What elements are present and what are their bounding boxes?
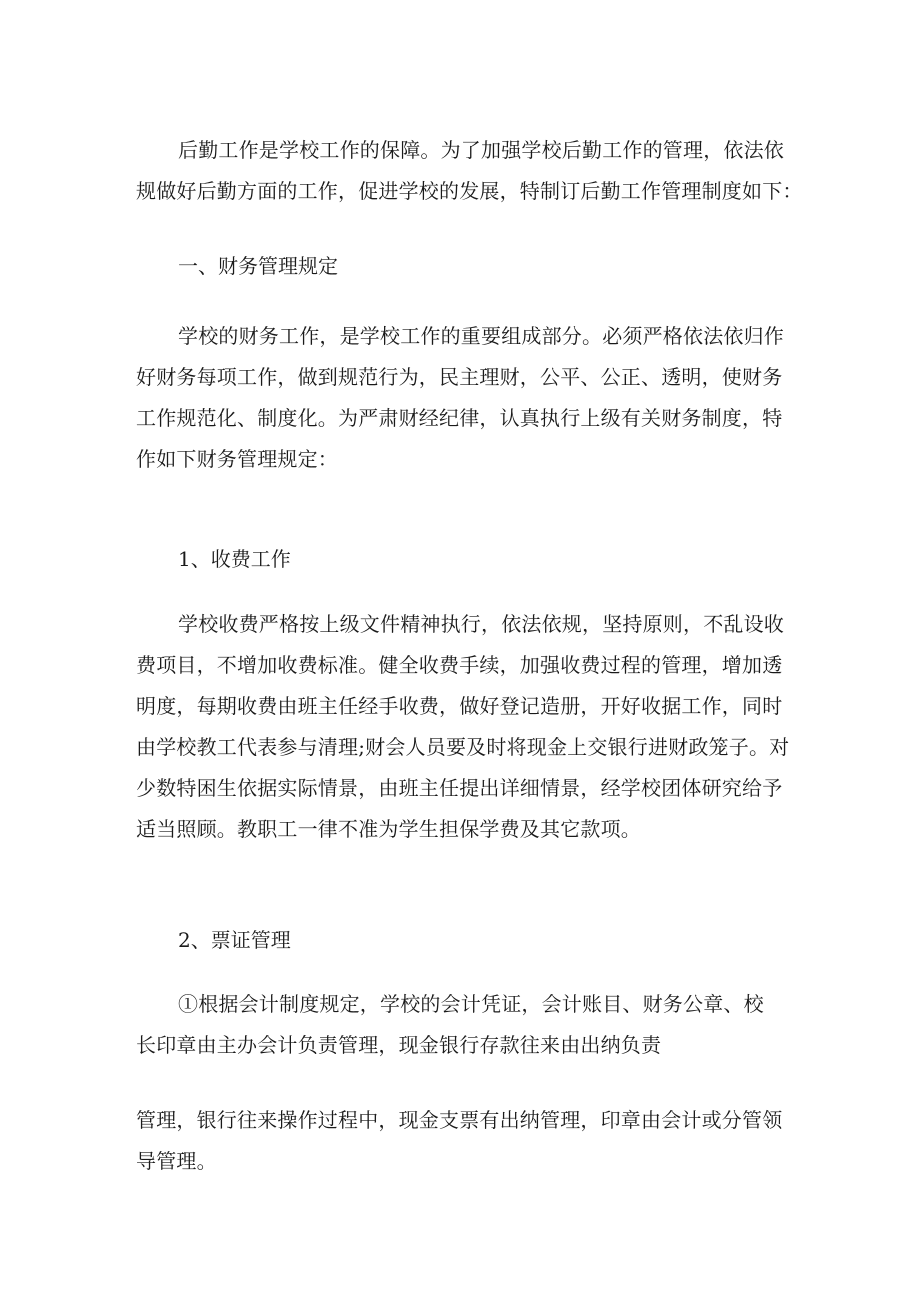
- text-line: 学校收费严格按上级文件精神执行，依法依规，坚持原则，不乱设收: [178, 612, 784, 636]
- text-line: 适当照顾。教职工一律不准为学生担保学费及其它款项。: [136, 817, 641, 841]
- vouchers-paragraph-a: [136, 984, 796, 1066]
- fees-paragraph: [136, 604, 796, 850]
- text-line: 学校的财务工作，是学校工作的重要组成部分。必须严格依法依归作: [178, 324, 784, 348]
- text-line: ①根据会计制度规定，学校的会计凭证，会计账目、财务公章、校: [178, 992, 764, 1016]
- text-line: 管理，银行往来操作过程中，现金支票有出纳管理，印章由会计或分管领: [136, 1108, 783, 1132]
- text-line: 明度，每期收费由班主任经手收费，做好登记造册，开好收据工作，同时: [136, 694, 783, 718]
- text-line: 导管理。: [136, 1149, 217, 1173]
- text-line: 少数特困生依据实际情景，由班主任提出详细情景，经学校团体研究给予: [136, 776, 783, 800]
- subsection-heading-vouchers: 2、票证管理: [178, 928, 291, 952]
- text-line: 工作规范化、制度化。为严肃财经纪律，认真执行上级有关财务制度，特: [136, 406, 783, 430]
- section-heading-finance: 一、财务管理规定: [178, 254, 338, 278]
- vouchers-paragraph-b: [136, 1100, 796, 1182]
- text-line: 作如下财务管理规定：: [136, 447, 338, 471]
- intro-paragraph: [136, 130, 803, 212]
- text-line: 由学校教工代表参与清理;财会人员要及时将现金上交银行进财政笼子。对: [136, 735, 790, 759]
- text-line: 费项目，不增加收费标准。健全收费手续，加强收费过程的管理，增加透: [136, 653, 783, 677]
- subsection-heading-fees: 1、收费工作: [178, 547, 291, 571]
- finance-paragraph: [136, 316, 796, 480]
- text-line: 后勤工作是学校工作的保障。为了加强学校后勤工作的管理，依法依: [178, 138, 784, 162]
- text-line: 长印章由主办会计负责管理，现金银行存款往来由出纳负责: [136, 1033, 662, 1057]
- text-line: 好财务每项工作，做到规范行为，民主理财，公平、公正、透明，使财务: [136, 365, 783, 389]
- text-line: 规做好后勤方面的工作，促进学校的发展，特制订后勤工作管理制度如下：: [136, 179, 803, 203]
